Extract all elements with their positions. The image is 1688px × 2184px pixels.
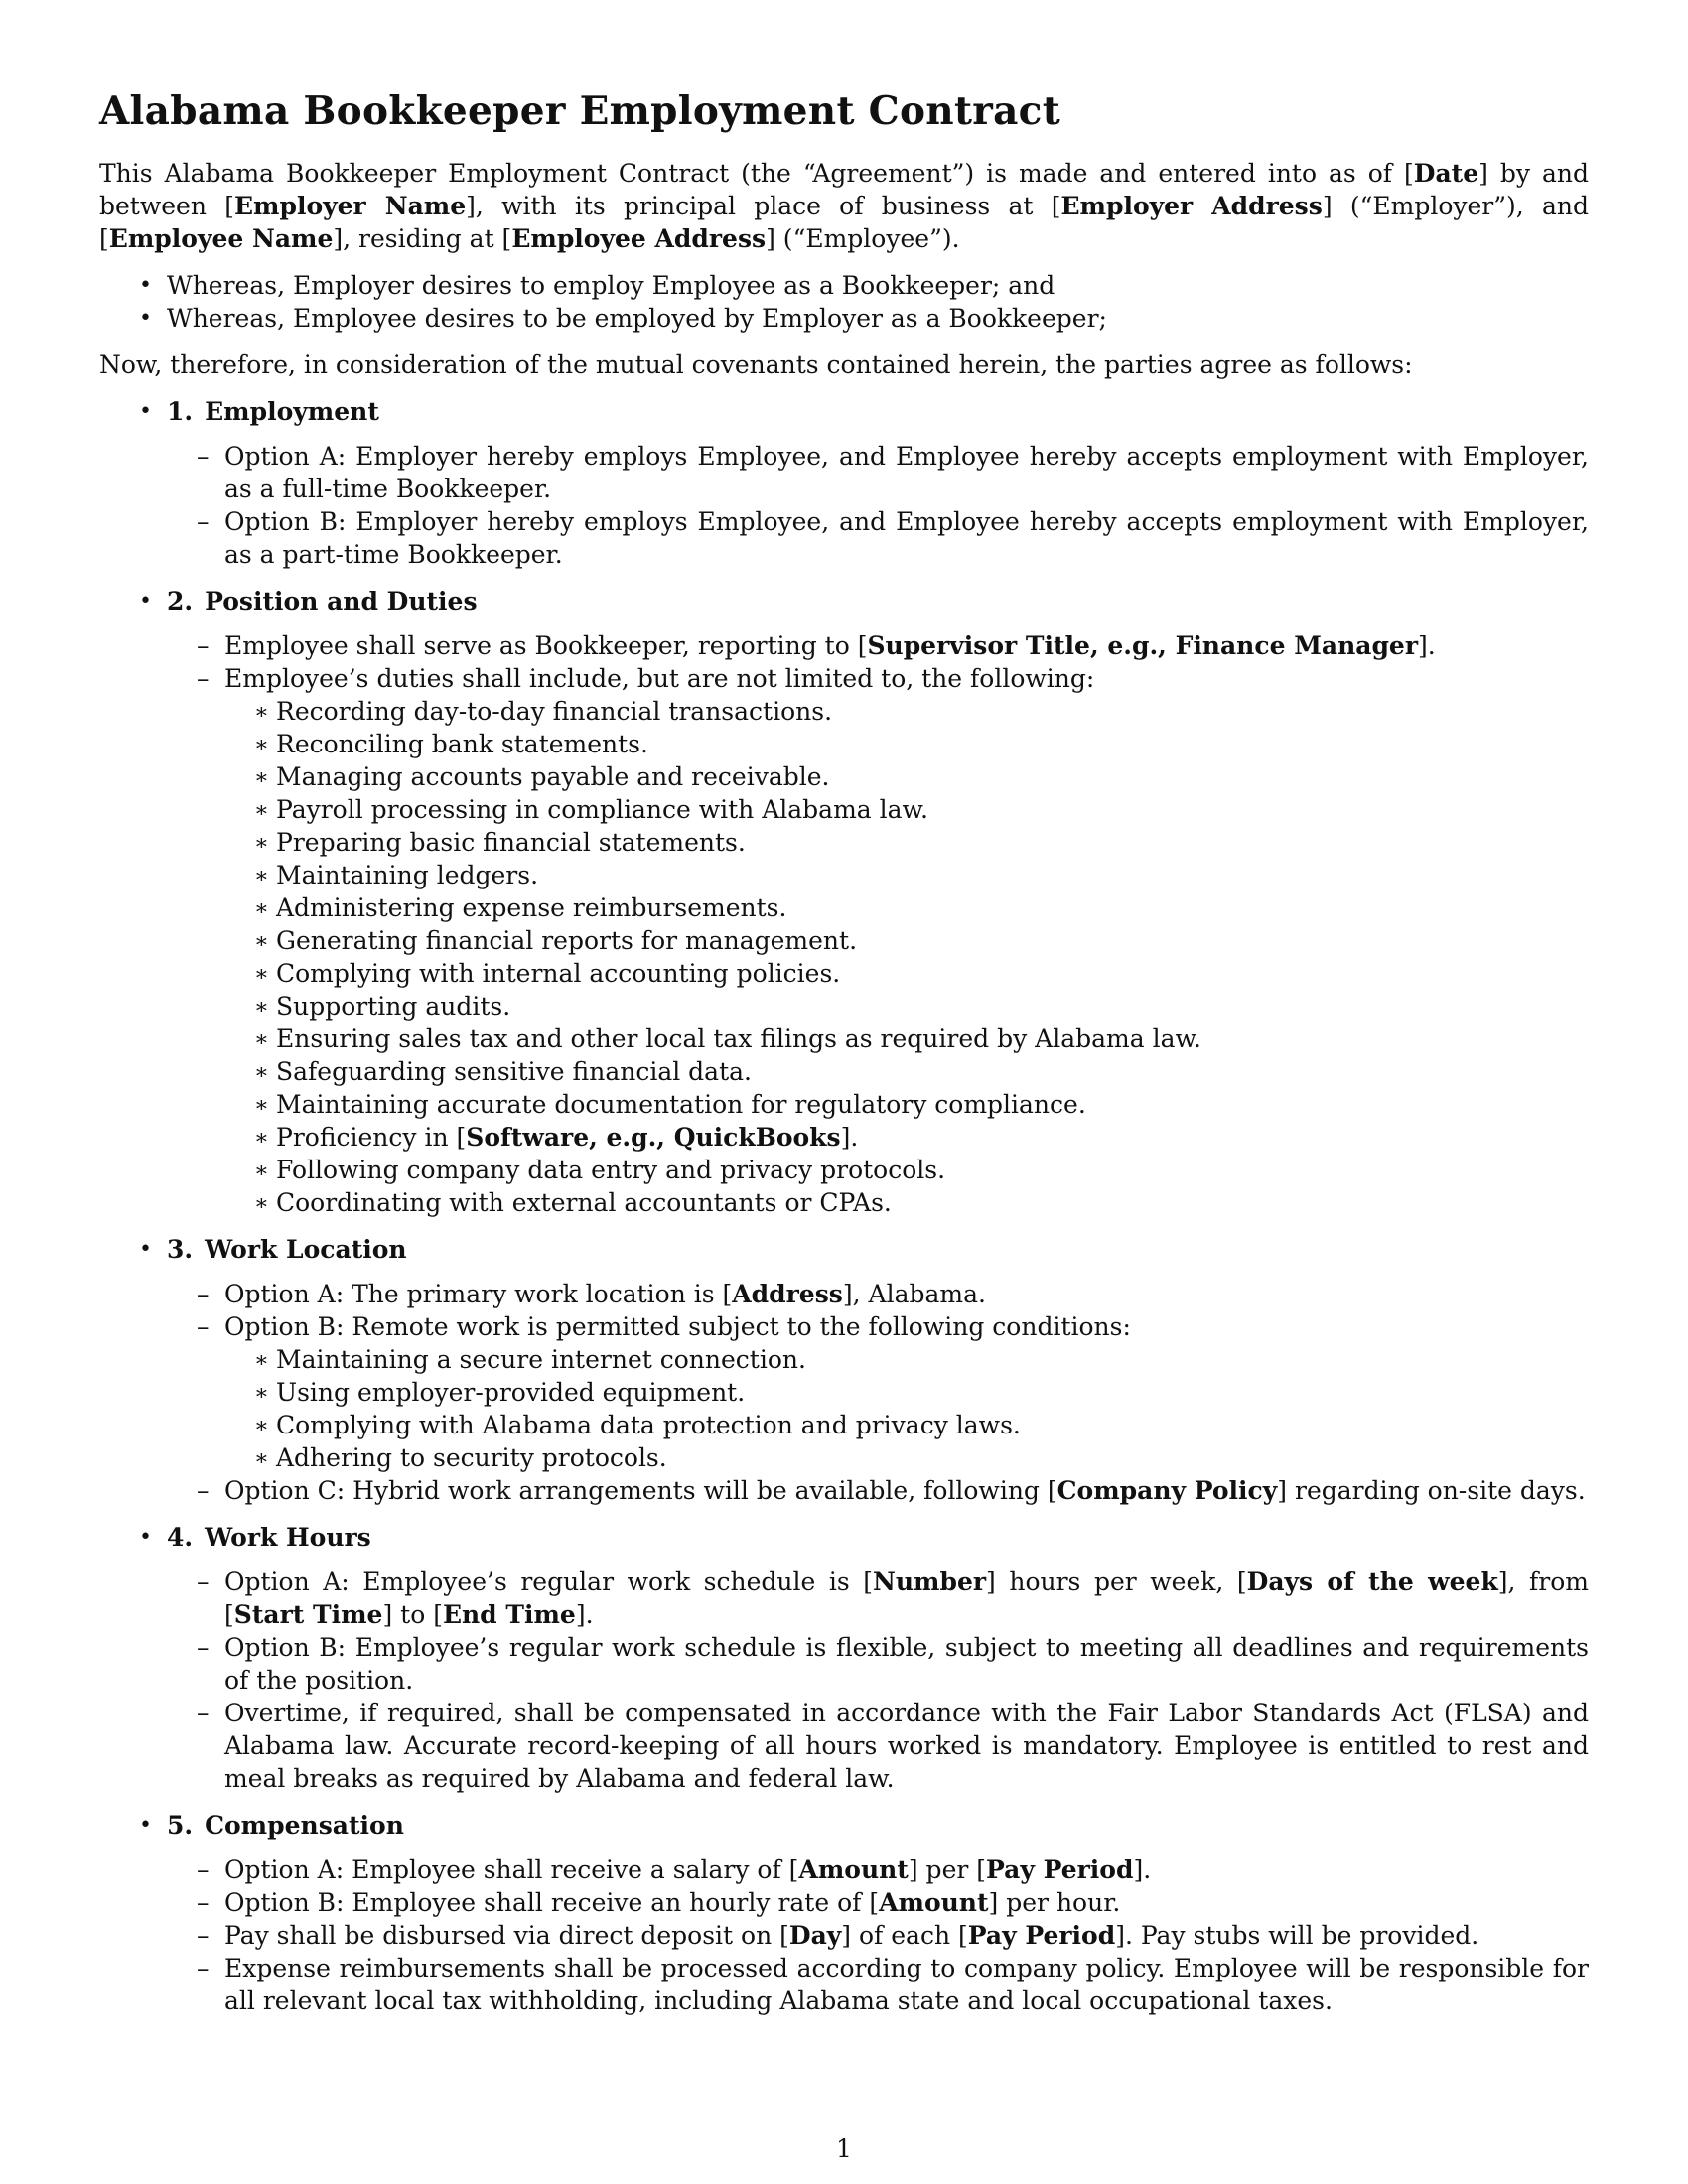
duty-item: ∗ Complying with internal accounting policies. <box>224 957 1589 990</box>
bullet-icon: • <box>139 273 152 298</box>
asterisk-icon: ∗ <box>254 929 269 954</box>
option-item: – Option A: Employee shall receive a salary of [Amount] per [Pay Period]. <box>197 1855 1152 1884</box>
section-work-hours <box>99 1521 1589 1795</box>
duty-item: ∗ Coordinating with external accountants or CPAs. <box>224 1186 1589 1219</box>
asterisk-icon: ∗ <box>254 798 269 823</box>
placeholder-pay-period: Pay Period <box>967 1921 1116 1950</box>
section-heading: 1. Employment <box>167 397 379 426</box>
dash-icon: – <box>197 664 210 693</box>
placeholder-hourly-amount: Amount <box>879 1888 989 1917</box>
asterisk-icon: ∗ <box>254 1060 269 1085</box>
duty-item: ∗ Preparing basic financial statements. <box>224 826 1589 859</box>
duty-item: ∗ Managing accounts payable and receivable. <box>224 760 1589 793</box>
dash-icon: – <box>197 1312 210 1341</box>
placeholder-days: Days of the week <box>1246 1568 1498 1596</box>
section-compensation <box>99 1809 1589 2017</box>
dash-icon: – <box>197 507 210 536</box>
contract-page <box>99 87 1589 2031</box>
placeholder-employee-address: Employee Address <box>511 224 767 253</box>
option-item: – Option A: Employer hereby employs Employee, and Employee hereby accepts employment with Employer, as a full-time Bookkeeper. <box>197 442 1589 503</box>
asterisk-icon: ∗ <box>254 896 269 921</box>
dash-icon: – <box>197 1888 210 1917</box>
asterisk-icon: ∗ <box>254 1126 269 1151</box>
placeholder-supervisor-title: Supervisor Title, e.g., Finance Manager <box>867 631 1418 660</box>
condition-item: ∗ Maintaining a secure internet connection. <box>224 1343 1589 1376</box>
bullet-icon: • <box>139 1525 152 1550</box>
asterisk-icon: ∗ <box>254 1027 269 1052</box>
asterisk-icon: ∗ <box>254 1446 269 1471</box>
asterisk-icon: ∗ <box>254 831 269 856</box>
dash-icon: – <box>197 1855 210 1884</box>
dash-icon: – <box>197 1568 210 1596</box>
asterisk-icon: ∗ <box>254 995 269 1020</box>
duty-item: ∗ Supporting audits. <box>224 990 1589 1023</box>
placeholder-day: Day <box>788 1921 842 1950</box>
option-item: – Option B: Employee shall receive an hourly rate of [Amount] per hour. <box>197 1888 1121 1917</box>
option-item: – Option B: Employee’s regular work schedule is flexible, subject to meeting all deadlines and requirements of the position. <box>197 1633 1589 1695</box>
placeholder-employee-name: Employee Name <box>108 224 334 253</box>
asterisk-icon: ∗ <box>254 962 269 987</box>
document-title: Alabama Bookkeeper Employment Contract <box>99 88 1061 134</box>
now-therefore-clause: Now, therefore, in consideration of the mutual covenants contained herein, the parties agree as follows: <box>99 350 1413 379</box>
asterisk-icon: ∗ <box>254 864 269 888</box>
option-item: – Employee shall serve as Bookkeeper, reporting to [Supervisor Title, e.g., Finance Manager]. <box>197 631 1436 660</box>
duty-item: ∗ Following company data entry and privacy protocols. <box>224 1154 1589 1186</box>
placeholder-date: Date <box>1413 159 1479 188</box>
placeholder-amount: Amount <box>798 1855 909 1884</box>
duty-item: ∗ Recording day-to-day financial transactions. <box>224 695 1589 728</box>
dash-icon: – <box>197 1280 210 1308</box>
asterisk-icon: ∗ <box>254 1414 269 1438</box>
asterisk-icon: ∗ <box>254 1191 269 1216</box>
option-item: – Employee’s duties shall include, but are not limited to, the following: ∗ Recording day-to-day financial transactions. ∗ Reconciling bank statements. ∗ Managing accounts payable and receivable. ∗ Payroll processing in compliance with Alabama law. ∗ Preparing basic financial statements. ∗ Maintaining ledgers. ∗ Administering expense reimbursements. ∗ Generating financial reports for management. ∗ Complying with internal accounting policies. ∗ Supporting audits. ∗ Ensuring sales tax and other local tax filings as required by Alabama law. ∗ Safeguarding sensitive financial data. ∗ Maintaining accurate documentation for regulatory compliance. ∗ Proficiency in [Software, e.g., QuickBooks]. ∗ Following company data entry and privacy protocols. ∗ Coordinating with external accountants or CPAs. <box>167 662 1589 1219</box>
intro-paragraph: This Alabama Bookkeeper Employment Contract (the “Agreement”) is made and entered into as of [Date] by and between [Employer Name], with its principal place of business at [Employer Address] (“Employer”), and [Employee Name], residing at [Employee Address] (“Employee”). <box>99 159 1589 253</box>
bullet-icon: • <box>139 1237 152 1262</box>
placeholder-pay-period: Pay Period <box>986 1855 1134 1884</box>
option-item: – Option A: Employee’s regular work schedule is [Number] hours per week, [Days of the week], from [Start Time] to [End Time]. <box>197 1568 1589 1629</box>
option-item: – Pay shall be disbursed via direct deposit on [Day] of each [Pay Period]. Pay stubs will be provided. <box>197 1921 1479 1950</box>
dash-icon: – <box>197 1633 210 1662</box>
duty-item: ∗ Maintaining ledgers. <box>224 859 1589 891</box>
dash-icon: – <box>197 1954 210 1982</box>
asterisk-icon: ∗ <box>254 1381 269 1406</box>
bullet-icon: • <box>139 1813 152 1838</box>
placeholder-employer-address: Employer Address <box>1060 192 1323 220</box>
duty-item: ∗ Reconciling bank statements. <box>224 728 1589 760</box>
duty-item: ∗ Safeguarding sensitive financial data. <box>224 1055 1589 1088</box>
option-item: – Overtime, if required, shall be compensated in accordance with the Fair Labor Standards Act (FLSA) and Alabama law. Accurate record-keeping of all hours worked is mandatory. Employee is entitled to rest and meal breaks as required by Alabama and federal law. <box>197 1699 1589 1793</box>
asterisk-icon: ∗ <box>254 733 269 757</box>
asterisk-icon: ∗ <box>254 765 269 790</box>
placeholder-company-policy: Company Policy <box>1056 1476 1278 1505</box>
duty-item: ∗ Maintaining accurate documentation for regulatory compliance. <box>224 1088 1589 1121</box>
placeholder-end-time: End Time <box>442 1600 576 1629</box>
section-heading: 4. Work Hours <box>167 1523 371 1552</box>
option-item: – Option C: Hybrid work arrangements will be available, following [Company Policy] regarding on-site days. <box>197 1476 1586 1505</box>
option-item: – Option A: The primary work location is [Address], Alabama. <box>197 1280 986 1308</box>
dash-icon: – <box>197 631 210 660</box>
option-item: – Option B: Employer hereby employs Employee, and Employee hereby accepts employment with Employer, as a part-time Bookkeeper. <box>197 507 1589 569</box>
bullet-icon: • <box>139 306 152 331</box>
recitals-list <box>99 269 1589 335</box>
placeholder-address: Address <box>732 1280 843 1308</box>
asterisk-icon: ∗ <box>254 1159 269 1183</box>
option-item: – Expense reimbursements shall be processed according to company policy. Employee will be responsible for all relevant local tax withholding, including Alabama state and local occupational taxes. <box>197 1954 1589 2015</box>
bullet-icon: • <box>139 399 152 424</box>
duty-item: ∗ Payroll processing in compliance with Alabama law. <box>224 793 1589 826</box>
section-employment <box>99 395 1589 571</box>
remote-conditions-list <box>224 1343 1589 1474</box>
dash-icon: – <box>197 1699 210 1727</box>
dash-icon: – <box>197 1476 210 1505</box>
duty-item: ∗ Ensuring sales tax and other local tax filings as required by Alabama law. <box>224 1023 1589 1055</box>
placeholder-start-time: Start Time <box>233 1600 383 1629</box>
section-heading: 3. Work Location <box>167 1235 407 1264</box>
asterisk-icon: ∗ <box>254 700 269 725</box>
asterisk-icon: ∗ <box>254 1093 269 1118</box>
placeholder-software: Software, e.g., QuickBooks <box>466 1123 841 1152</box>
bullet-icon: • <box>139 589 152 614</box>
dash-icon: – <box>197 442 210 471</box>
option-item: – Option B: Remote work is permitted subject to the following conditions: ∗ Maintaining a secure internet connection. ∗ Using employer-provided equipment. ∗ Complying with Alabama data protection and privacy laws. ∗ Adhering to security protocols. <box>167 1310 1589 1474</box>
asterisk-icon: ∗ <box>254 1348 269 1373</box>
duty-item: ∗ Proficiency in [Software, e.g., QuickBooks]. <box>224 1121 1589 1154</box>
sections-list <box>99 395 1589 2017</box>
condition-item: ∗ Complying with Alabama data protection and privacy laws. <box>224 1409 1589 1441</box>
section-position-duties <box>99 585 1589 1219</box>
condition-item: ∗ Adhering to security protocols. <box>224 1441 1589 1474</box>
duty-item: ∗ Administering expense reimbursements. <box>224 891 1589 924</box>
placeholder-employer-name: Employer Name <box>233 192 467 220</box>
page-number: 1 <box>836 2134 852 2163</box>
duties-list <box>224 695 1589 1219</box>
recital-item: • Whereas, Employer desires to employ Employee as a Bookkeeper; and <box>139 271 1055 300</box>
dash-icon: – <box>197 1921 210 1950</box>
section-work-location <box>99 1233 1589 1507</box>
section-heading: 2. Position and Duties <box>167 587 478 615</box>
condition-item: ∗ Using employer-provided equipment. <box>224 1376 1589 1409</box>
section-heading: 5. Compensation <box>167 1811 404 1840</box>
recital-item: • Whereas, Employee desires to be employed by Employer as a Bookkeeper; <box>139 304 1107 333</box>
duty-item: ∗ Generating financial reports for management. <box>224 924 1589 957</box>
placeholder-number: Number <box>873 1568 987 1596</box>
